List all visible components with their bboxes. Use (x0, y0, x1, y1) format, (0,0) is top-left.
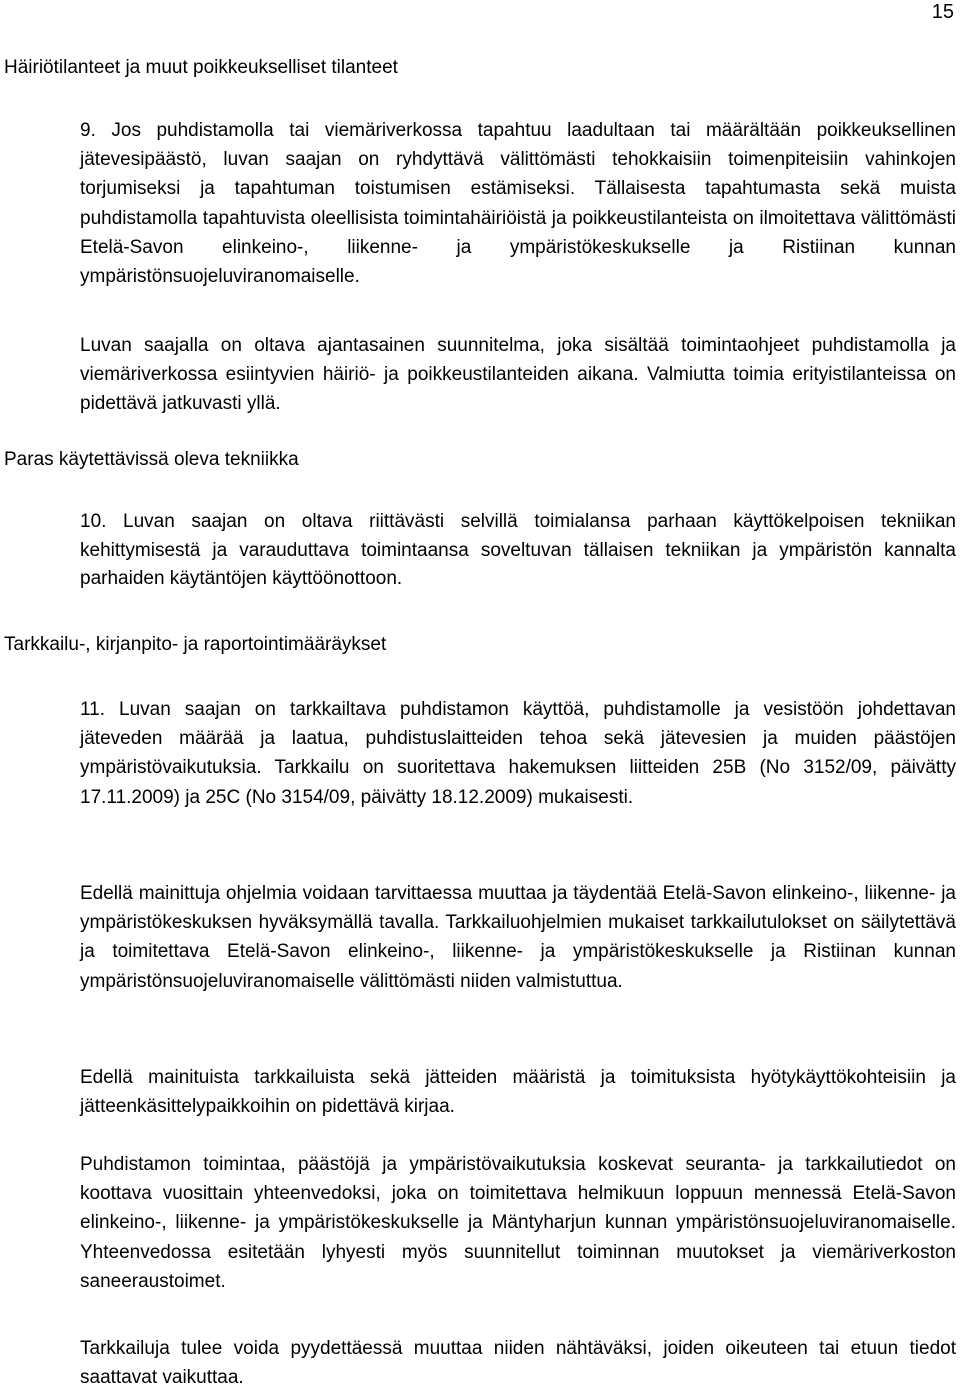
paragraph-9: 9. Jos puhdistamolla tai viemäriverkossa tapahtuu laadultaan tai määrältään poikkeuksellinen jätevesipäästö, luvan saajan on ryhdyttävä välittömästi tehokkaisiin toimenpiteisiin vahinkojen torjumiseksi ja tapahtuman toistumisen estämiseksi. Tällaisesta tapahtumasta sekä muista puhdistamolla tapahtuvista oleellisista toimintahäiriöistä ja poikkeustilanteista on ilmoitettava välittömästi Etelä-Savon elinkeino-, liikenne- ja ympäristökeskukselle ja Ristiinan kunnan ympäristönsuojeluviranomaiselle. (80, 120, 956, 288)
paragraph-contingency-plan: Luvan saajalla on oltava ajantasainen suunnitelma, joka sisältää toimintaohjeet puhdistamolla ja viemäriverkossa esiintyvien häiriö- ja poikkeustilanteiden aikana. Valmiutta toimia erityistilanteissa on pidettävä jatkuvasti yllä. (80, 335, 956, 415)
paragraph-11: 11. Luvan saajan on tarkkailtava puhdistamon käyttöä, puhdistamolle ja vesistöön johdettavan jäteveden määrää ja laatua, puhdistuslaitteiden tehoa sekä jätevesien ja muiden päästöjen ympäristövaikutuksia. Tarkkailu on suoritettava hakemuksen liitteiden 25B (No 3152/09, päivätty 17.11.2009) ja 25C (No 3154/09, päivätty 18.12.2009) mukaisesti. (80, 699, 956, 808)
paragraph-annual-summary: Puhdistamon toimintaa, päästöjä ja ympäristövaikutuksia koskevat seuranta- ja tarkkailutiedot on koottava vuosittain yhteenvedoksi, joka on toimitettava helmikuun loppuun mennessä Etelä-Savon elinkeino-, liikenne- ja ympäristökeskukselle ja Mäntyharjun kunnan ympäristönsuojeluviranomaiselle. Yhteenvedossa esitetään lyhyesti myös suunnitellut toiminnan muutokset ja viemäriverkoston saneeraustoimet. (80, 1154, 956, 1292)
paragraph-public-access: Tarkkailuja tulee voida pyydettäessä muuttaa niiden nähtäväksi, joiden oikeuteen tai etuun tiedot saattavat vaikuttaa. (80, 1338, 956, 1389)
paragraph-10: 10. Luvan saajan on oltava riittävästi selvillä toimialansa parhaan käyttökelpoisen tekniikan kehittymisestä ja varauduttava toimintaansa soveltuvan tällaisen tekniikan ja ympäristön kannalta parhaiden käytäntöjen käyttöönottoon. (80, 511, 956, 590)
section-heading-monitoring: Tarkkailu-, kirjanpito- ja raportointimääräykset (4, 634, 387, 655)
paragraph-records: Edellä mainituista tarkkailuista sekä jätteiden määristä ja toimituksista hyötykäyttökohteisiin ja jätteenkäsittelypaikkoihin on pidettävä kirjaa. (80, 1067, 956, 1118)
page-number: 15 (931, 1, 954, 23)
section-heading-bat: Paras käytettävissä oleva tekniikka (4, 449, 299, 470)
section-heading-incidents: Häiriötilanteet ja muut poikkeukselliset tilanteet (4, 57, 398, 78)
paragraph-program-changes: Edellä mainittuja ohjelmia voidaan tarvittaessa muuttaa ja täydentää Etelä-Savon elinkeino-, liikenne- ja ympäristökeskuksen hyväksymällä tavalla. Tarkkailuohjelmien mukaiset tarkkailutulokset on säilytettävä ja toimitettava Etelä-Savon elinkeino-, liikenne- ja ympäristökeskukselle ja Ristiinan kunnan ympäristönsuojeluviranomaiselle välittömästi niiden valmistuttua. (80, 883, 956, 992)
